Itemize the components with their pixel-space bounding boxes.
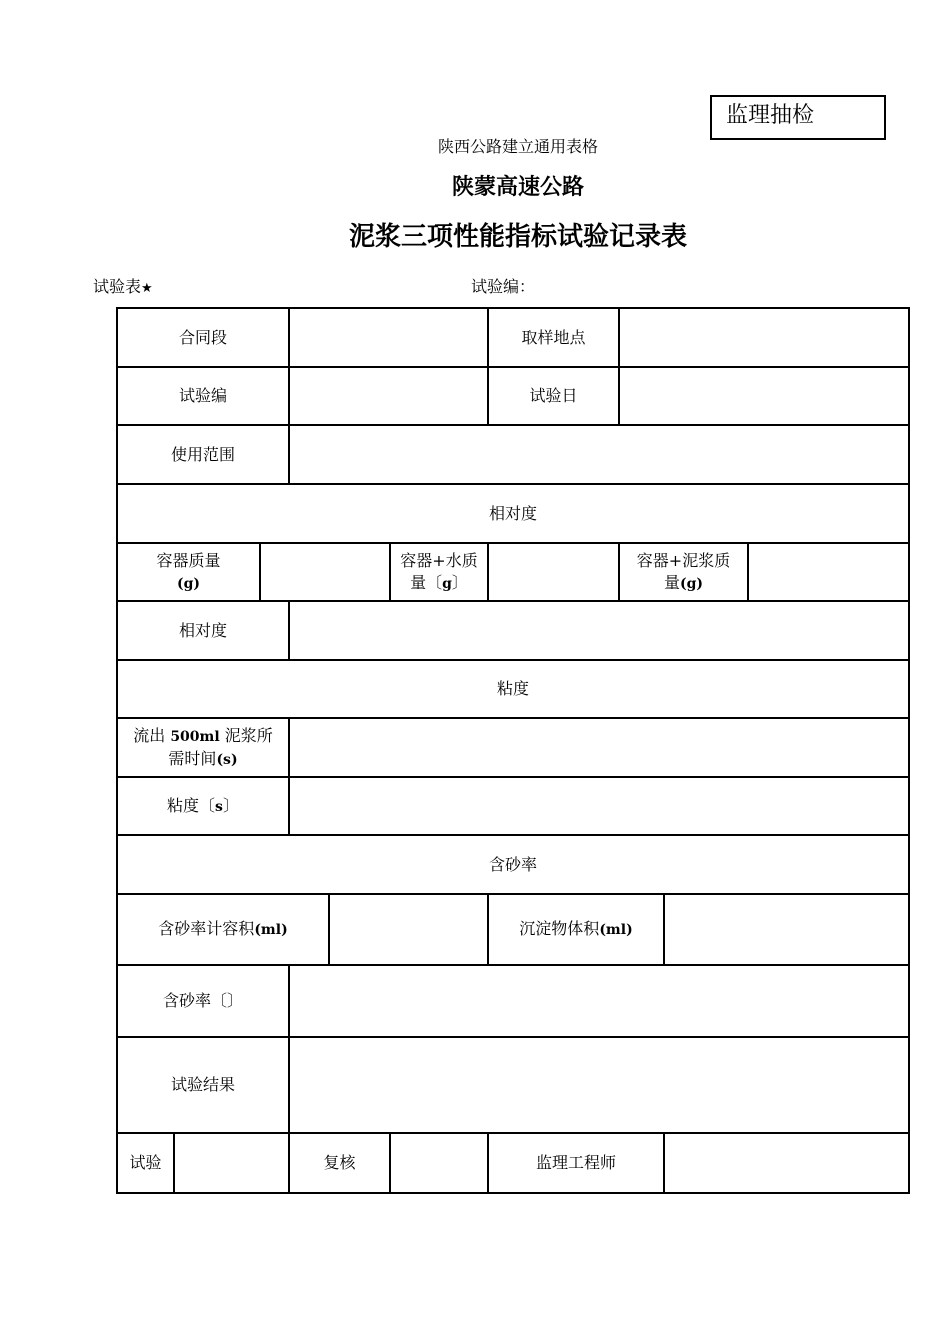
container-mass-label: 容器质量 (g) — [117, 543, 260, 601]
sand-meter-volume-field[interactable] — [329, 894, 488, 965]
sediment-volume-field[interactable] — [664, 894, 909, 965]
relative-density-section-header: 相对度 — [117, 484, 909, 543]
test-number-cell-label: 试验编 — [117, 367, 289, 425]
relative-density-field[interactable] — [289, 601, 909, 660]
project-name: 陕蒙高速公路 — [451, 175, 584, 200]
sampling-location-field[interactable] — [619, 308, 909, 367]
test-result-label: 试验结果 — [117, 1037, 289, 1133]
sand-content-label: 含砂率〔〕 — [117, 965, 289, 1037]
test-date-field[interactable] — [619, 367, 909, 425]
sampling-location-label: 取样地点 — [488, 308, 619, 367]
container-slurry-mass-label: 容器+泥浆质 量(g) — [619, 543, 748, 601]
form-number — [93, 274, 153, 297]
test-number-label: 试验编： — [471, 277, 536, 296]
test-number-field[interactable] — [289, 367, 488, 425]
relative-density-label: 相对度 — [117, 601, 289, 660]
container-water-mass-field[interactable] — [488, 543, 619, 601]
sand-meter-volume-label: 含砂率计容积(ml) — [117, 894, 329, 965]
container-water-mass-label: 容器+水质 量〔g〕 — [390, 543, 488, 601]
form-title: 泥浆三项性能指标试验记录表 — [348, 222, 687, 252]
supervisor-signature-field[interactable] — [664, 1133, 909, 1193]
standard-caption: 陕西公路建立通用表格 — [437, 137, 598, 156]
sediment-volume-label: 沉淀物体积(ml) — [488, 894, 664, 965]
record-table — [116, 307, 910, 1194]
test-result-field[interactable] — [289, 1037, 909, 1133]
container-mass-field[interactable] — [260, 543, 390, 601]
reviewer-signature-field[interactable] — [390, 1133, 488, 1193]
supervision-stamp: 监理抽检 — [710, 95, 886, 140]
star-icon: ★ — [141, 281, 153, 296]
flow-time-field[interactable] — [289, 718, 909, 777]
usage-scope-label: 使用范围 — [117, 425, 289, 484]
reviewer-label: 复核 — [289, 1133, 390, 1193]
supervisor-label: 监理工程师 — [488, 1133, 664, 1193]
form-number-label: 试验表 — [93, 277, 142, 296]
tester-signature-field[interactable] — [174, 1133, 289, 1193]
usage-scope-field[interactable] — [289, 425, 909, 484]
viscosity-section-header: 粘度 — [117, 660, 909, 718]
viscosity-field[interactable] — [289, 777, 909, 835]
test-date-label: 试验日 — [488, 367, 619, 425]
sand-content-field[interactable] — [289, 965, 909, 1037]
viscosity-label: 粘度〔s〕 — [117, 777, 289, 835]
tester-label: 试验 — [117, 1133, 174, 1193]
contract-section-field[interactable] — [289, 308, 488, 367]
container-slurry-mass-field[interactable] — [748, 543, 909, 601]
contract-section-label: 合同段 — [117, 308, 289, 367]
sand-content-section-header: 含砂率 — [117, 835, 909, 894]
flow-time-label: 流出 500ml 泥浆所 需时间(s) — [117, 718, 289, 777]
